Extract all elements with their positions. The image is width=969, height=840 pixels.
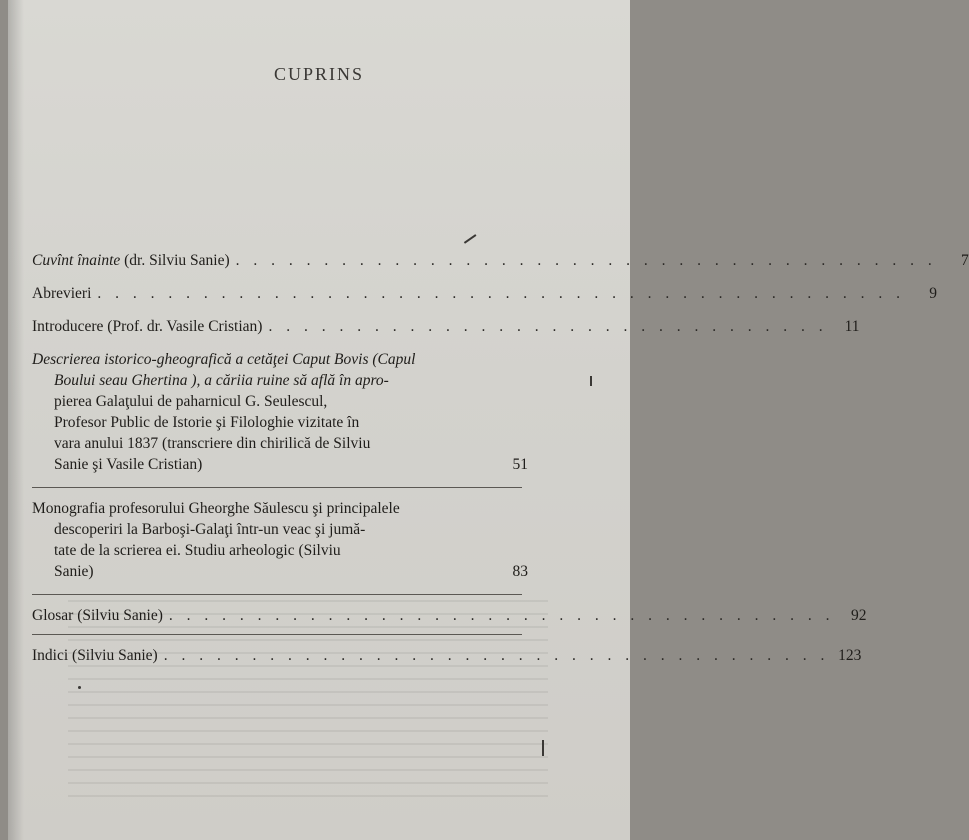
leader-dots: . . . . . . . . . . . . . . . . . . . . . . . . . . . . . . . . . . . . . . — [163, 647, 830, 664]
toc-entry-line: Sanie) — [54, 563, 94, 580]
leader-dots: . . . . . . . . . . . . . . . . . . . . . . . . . . . . . . . . . . . . . . . . . . . . . . — [97, 285, 906, 302]
toc-entry-line: Monografia profesorului Gheorghe Săulescu şi principalele — [32, 500, 400, 517]
toc-entry-line: Descrierea istorico-gheografică a cetăţei Caput Bovis (Capul — [32, 351, 416, 368]
toc-entry-abrevieri — [32, 283, 938, 304]
toc-entry-title: Introducere (Prof. dr. Vasile Cristian) — [32, 318, 263, 335]
pencil-mark — [542, 740, 544, 756]
pencil-mark — [78, 686, 81, 689]
leader-dots: . . . . . . . . . . . . . . . . . . . . . . . . . . . . . . . . . . . . . . . . — [235, 252, 937, 269]
toc-page-number: 11 — [844, 318, 860, 335]
toc-page-number: 123 — [838, 647, 862, 664]
toc-entry-line: pierea Galaţului de paharnicul G. Seulescul, — [54, 393, 328, 410]
toc-entry-line: Boului seau Ghertina ), a căriia ruine să află în apro- — [54, 372, 389, 389]
toc-entry-line: Profesor Public de Istorie şi Filologhie vizitate în — [54, 414, 360, 431]
toc-page-number: 9 — [929, 285, 938, 302]
toc-entry-descrierea — [32, 349, 528, 475]
toc-entry-line: tate de la scrierea ei. Studiu arheologic (Silviu — [54, 542, 341, 559]
toc-entry-title: Cuvînt înainte — [32, 252, 121, 269]
toc-page-number: 51 — [512, 456, 528, 473]
toc-entry-title: Abrevieri — [32, 285, 92, 302]
page-title: CUPRINS — [273, 64, 365, 84]
toc-entry-author: (dr. Silviu Sanie) — [120, 252, 230, 269]
toc-entry-line: descoperiri la Barboşi-Galaţi într-un veac şi jumă- — [54, 521, 366, 538]
leader-dots: . . . . . . . . . . . . . . . . . . . . . . . . . . . . . . . . — [268, 318, 828, 335]
bleed-through-text — [68, 600, 548, 800]
divider — [32, 594, 522, 595]
toc-page-number: 92 — [851, 607, 867, 624]
toc-page-number: 7 — [961, 252, 969, 269]
divider — [32, 487, 522, 488]
toc-entry-cuvint-inainte — [32, 250, 969, 271]
pencil-mark — [464, 234, 476, 243]
toc-page-number: 83 — [512, 563, 528, 580]
book-page — [8, 0, 969, 840]
toc-entry-title: Indici (Silviu Sanie) — [32, 647, 158, 664]
toc-entry-introducere — [32, 316, 860, 337]
toc-entry-title: Glosar (Silviu Sanie) — [32, 607, 163, 624]
page-gutter-shadow — [8, 0, 24, 840]
pencil-mark — [590, 376, 592, 386]
leader-dots: . . . . . . . . . . . . . . . . . . . . . . . . . . . . . . . . . . . . . . — [168, 607, 835, 624]
toc-entry-line: vara anului 1837 (transcriere din chirilică de Silviu — [54, 435, 371, 452]
toc-entry-monografia — [32, 498, 528, 582]
toc-entry-line: Sanie şi Vasile Cristian) — [54, 456, 203, 473]
